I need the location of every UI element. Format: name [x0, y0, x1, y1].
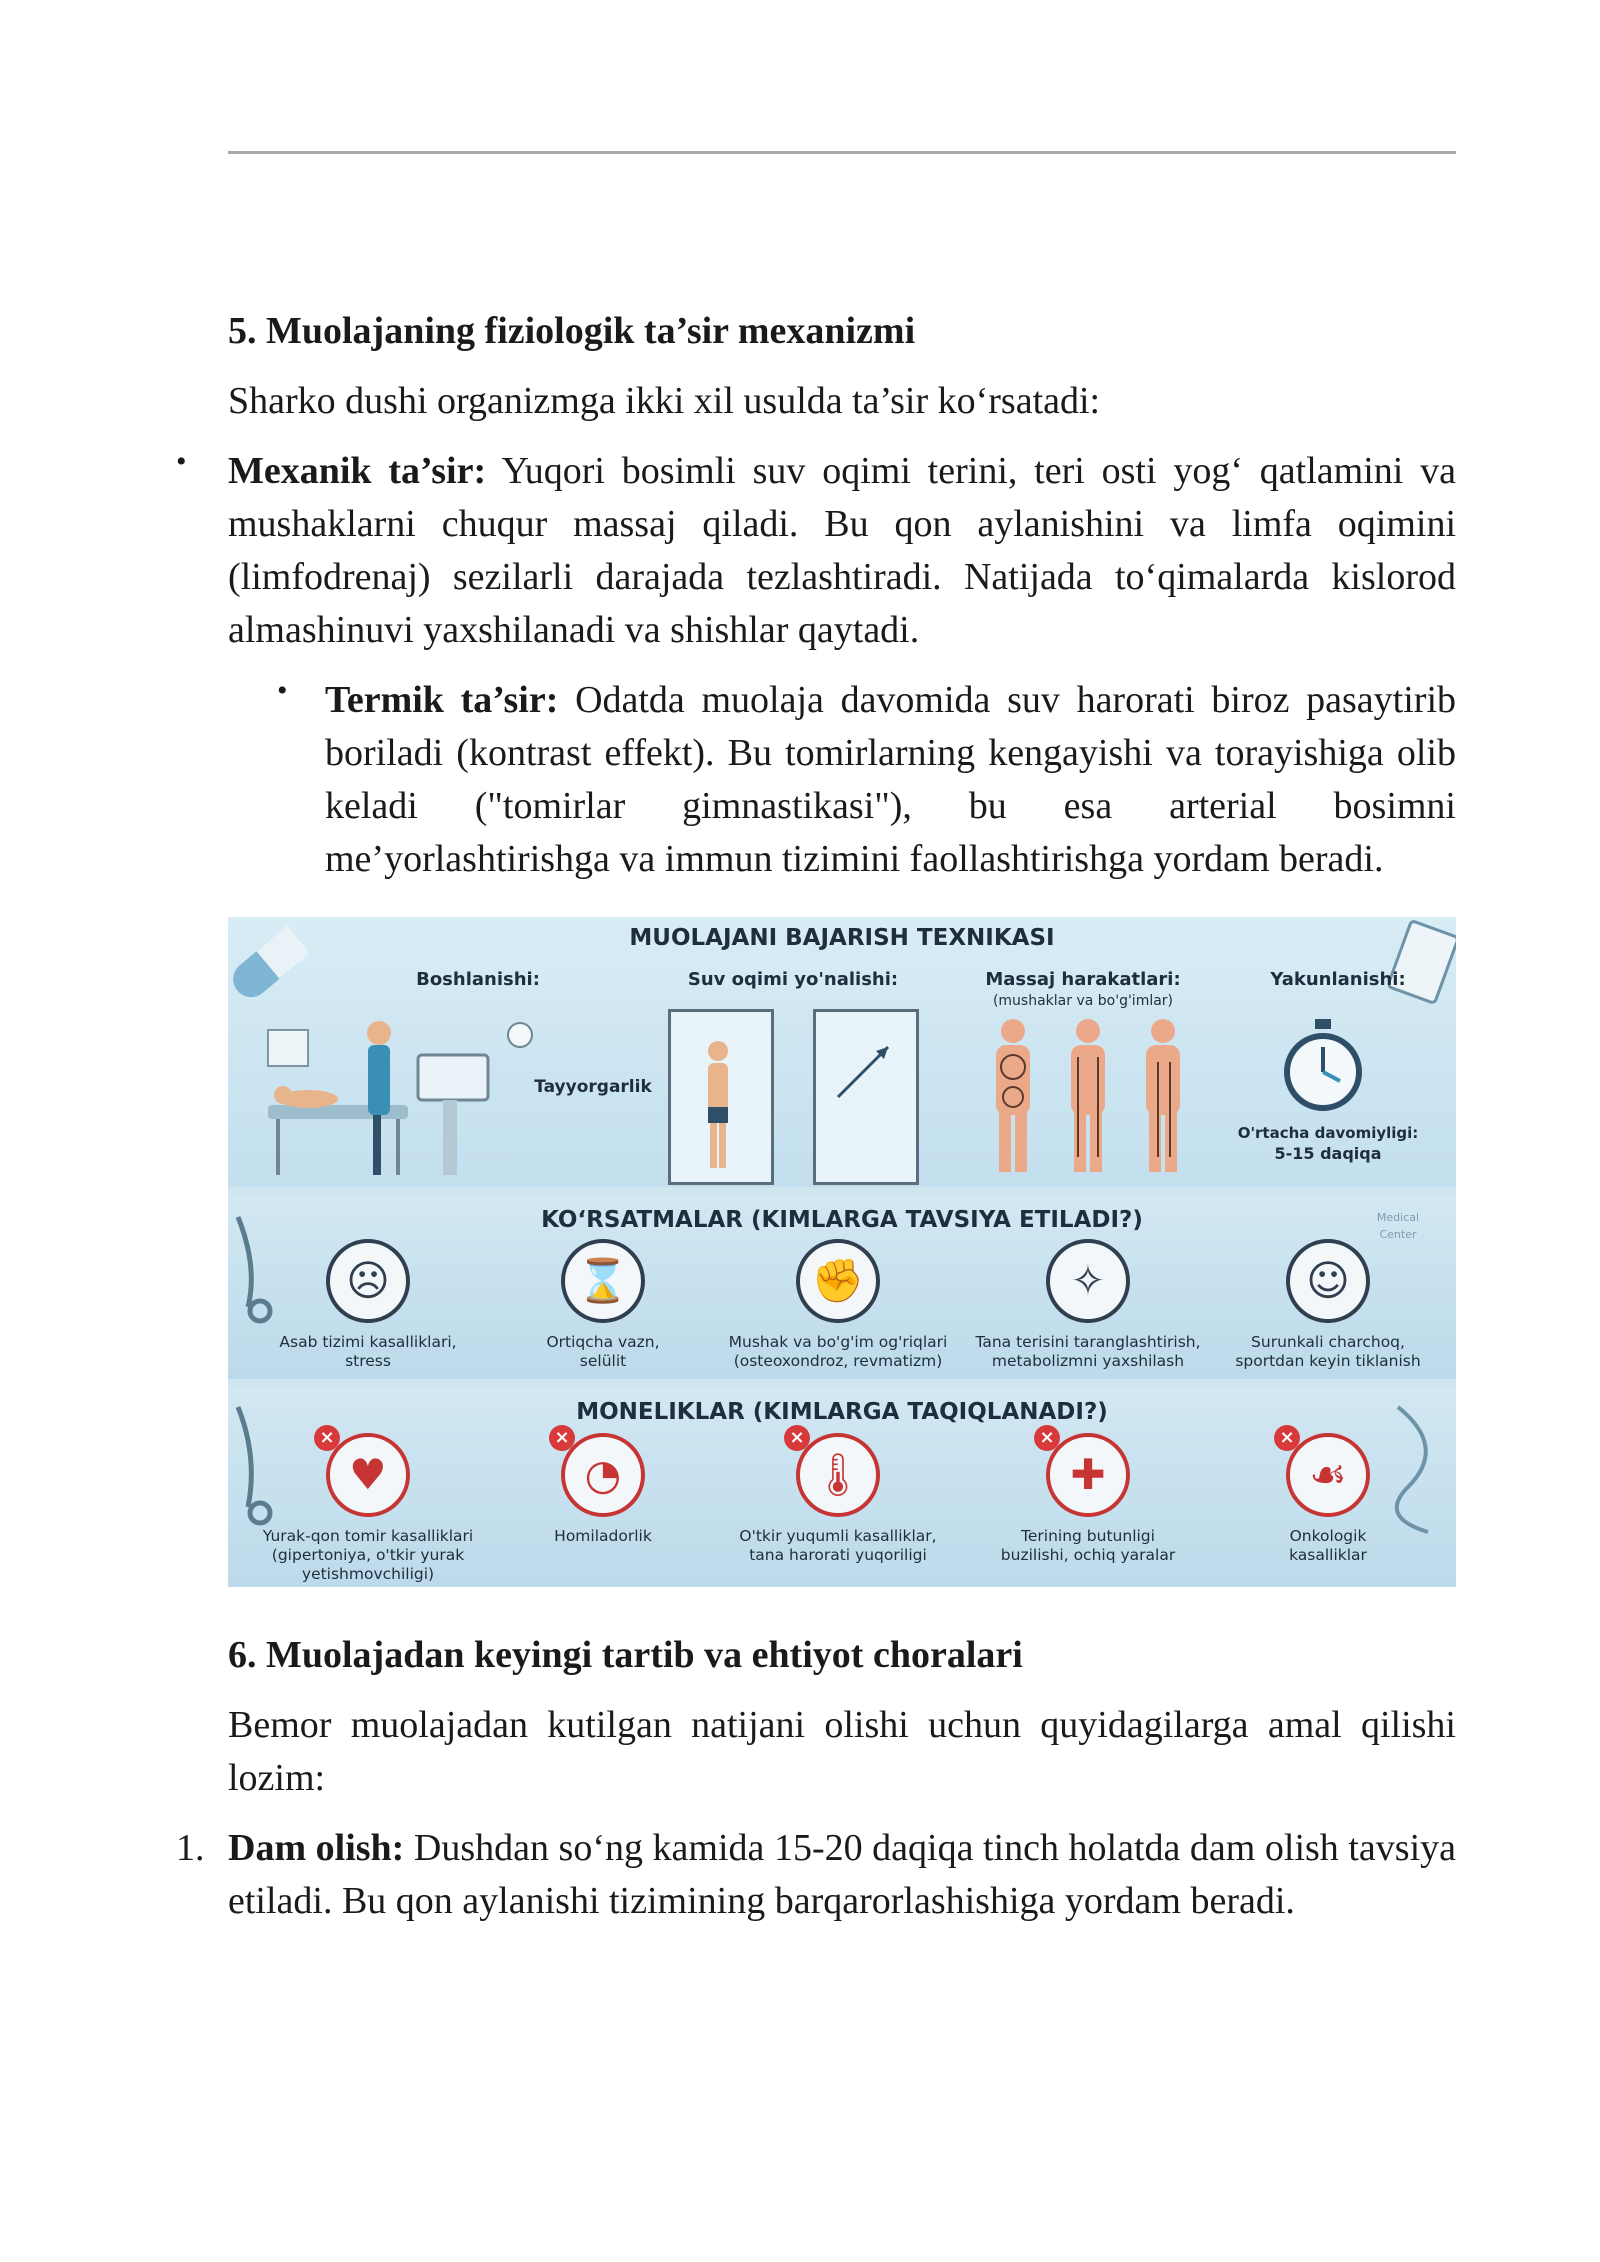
prohibited-badge-icon: ×	[784, 1425, 810, 1451]
item-caption: Yurak-qon tomir kasalliklari	[262, 1527, 474, 1545]
section6-intro: Bemor muolajadan kutilgan natijani olishi uchun quyidagilarga amal qilishi lozim:	[228, 1704, 1456, 1799]
wound-icon	[1046, 1433, 1130, 1517]
duration-value: 5-15 daqiqa	[1274, 1144, 1382, 1163]
face-stress-icon-glyph: ☹	[346, 1256, 390, 1305]
end-label: Yakunlanishi:	[1270, 969, 1406, 990]
massage-label: Massaj harakatlari:	[985, 969, 1181, 990]
section5-intro: Sharko dushi organizmga ikki xil usulda ta’sir ko‘rsatadi:	[228, 380, 1101, 422]
header-rule	[228, 151, 1456, 154]
item-caption: O'tkir yuqumli kasalliklar,	[739, 1527, 937, 1545]
face-stress-icon	[326, 1239, 410, 1323]
waist-icon-glyph: ⌛	[576, 1256, 630, 1305]
wound-icon-glyph: ✚	[1070, 1450, 1106, 1499]
item-caption: Surunkali charchoq,	[1251, 1333, 1405, 1351]
item-caption: Homiladorlik	[554, 1527, 652, 1545]
item-caption: kasalliklar	[1289, 1546, 1367, 1564]
item-caption: metabolizmni yaxshilash	[991, 1352, 1185, 1370]
item-caption: Terining butunligi	[1021, 1527, 1155, 1545]
waist-icon	[561, 1239, 645, 1323]
prep-label: Tayyorgarlik	[534, 1077, 652, 1097]
water-direction-arrow-icon	[828, 1027, 908, 1107]
list-number: 1.	[176, 1827, 205, 1869]
section5-heading: 5. Muolajaning fiziologik ta’sir mexanizmi	[228, 310, 916, 352]
item-caption: Mushak va bo'g'im og'riqlari	[728, 1333, 948, 1351]
bullet-term: Termik ta’sir:	[325, 679, 559, 721]
brand-logo: Medical Center	[1376, 1211, 1420, 1241]
muscle-pain-icon	[796, 1239, 880, 1323]
item-caption: tana harorati yuqoriligi	[749, 1546, 927, 1564]
bullet-thermal	[277, 674, 1457, 886]
item-caption: Asab tizimi kasalliklari,	[279, 1333, 457, 1351]
technique-title: MUOLAJANI BAJARISH TEXNIKASI	[629, 925, 1055, 951]
start-label: Boshlanishi:	[416, 969, 540, 990]
document-body	[176, 305, 1457, 1928]
item-caption: selülit	[579, 1352, 627, 1370]
bullet-text: Yuqori bosimli suv oqimi terini, teri osti yog‘ qatlamini va mushaklarni chuqur massaj qiladi. Bu qon aylanishini va limfa oqimini (limfodrenaj) sezilarli darajada tezlashtiradi. Natijada to‘qimalarda kislorod almashinuvi yaxshilanadi va shishlar qaytadi.	[228, 450, 1456, 651]
item-caption: stress	[345, 1352, 391, 1370]
bullet-mark: •	[176, 445, 187, 478]
tired-athlete-icon	[1286, 1239, 1370, 1323]
prohibited-badge-icon: ×	[314, 1425, 340, 1451]
prohibited-badge-icon: ×	[1274, 1425, 1300, 1451]
direction-label: Suv oqimi yo'nalishi:	[687, 969, 899, 990]
ribbon-icon-glyph: ☙	[1309, 1450, 1347, 1499]
skin-icon-glyph: ✧	[1070, 1256, 1106, 1305]
thermometer-icon	[796, 1433, 880, 1517]
item-caption: (osteoxondroz, revmatizm)	[733, 1352, 943, 1370]
person-shower-icon	[688, 1037, 748, 1177]
prohibited-badge-icon: ×	[549, 1425, 575, 1451]
broken-heart-icon-glyph: ♥	[349, 1450, 387, 1499]
item-caption: (gipertoniya, o'tkir yurak	[271, 1546, 465, 1564]
broken-heart-icon	[326, 1433, 410, 1517]
tired-athlete-icon-glyph: ☺	[1306, 1256, 1350, 1305]
item-caption: Ortiqcha vazn,	[546, 1333, 660, 1351]
bullet-text: Odatda muolaja davomida suv harorati biroz pasaytirib boriladi (kontrast effekt). Bu tomirlarning kengayishi va torayishiga olib keladi ("tomirlar gimnastikasi"), bu esa arterial bosimni me’yorlashtirishga va immun tizimini faollashtirishga yordam beradi.	[325, 679, 1457, 880]
contraindications-title: MONELIKLAR (KIMLARGA TAQIQLANADI?)	[576, 1399, 1108, 1425]
list-term: Dam olish:	[228, 1827, 405, 1869]
skin-icon	[1046, 1239, 1130, 1323]
bullet-mechanical	[176, 445, 1456, 657]
bullet-mark: •	[277, 674, 288, 707]
section6-heading: 6. Muolajadan keyingi tartib va ehtiyot choralari	[228, 1634, 1023, 1676]
pregnancy-icon	[561, 1433, 645, 1517]
infographic	[228, 917, 1456, 1587]
patient-table-illustration	[248, 1005, 548, 1185]
item-caption: sportdan keyin tiklanish	[1235, 1352, 1421, 1370]
pregnancy-icon-glyph: ◔	[584, 1450, 622, 1499]
item-caption: yetishmovchiligi)	[301, 1565, 435, 1583]
stopwatch-icon	[1278, 1017, 1368, 1117]
duration-label: O'rtacha davomiyligi:	[1237, 1124, 1419, 1142]
prohibited-badge-icon: ×	[1034, 1425, 1060, 1451]
muscle-pain-icon-glyph: ✊	[811, 1256, 865, 1305]
indications-title: KO‘RSATMALAR (KIMLARGA TAVSIYA ETILADI?)	[541, 1207, 1143, 1233]
item-caption: buzilishi, ochiq yaralar	[1000, 1546, 1176, 1564]
item-caption: Onkologik	[1289, 1527, 1367, 1545]
massage-bodies-illustration	[978, 1017, 1198, 1177]
ribbon-icon	[1286, 1433, 1370, 1517]
list-text: Dushdan so‘ng kamida 15-20 daqiqa tinch holatda dam olish tavsiya etiladi. Bu qon aylanishi tizimining barqarorlashishiga yordam beradi.	[228, 1827, 1456, 1922]
massage-sublabel: (mushaklar va bo'g'imlar)	[992, 993, 1174, 1009]
list-item-rest	[176, 1822, 1456, 1928]
item-caption: Tana terisini taranglashtirish,	[975, 1333, 1201, 1351]
thermometer-icon-glyph: 🌡	[811, 1450, 865, 1499]
bullet-term: Mexanik ta’sir:	[228, 450, 487, 492]
